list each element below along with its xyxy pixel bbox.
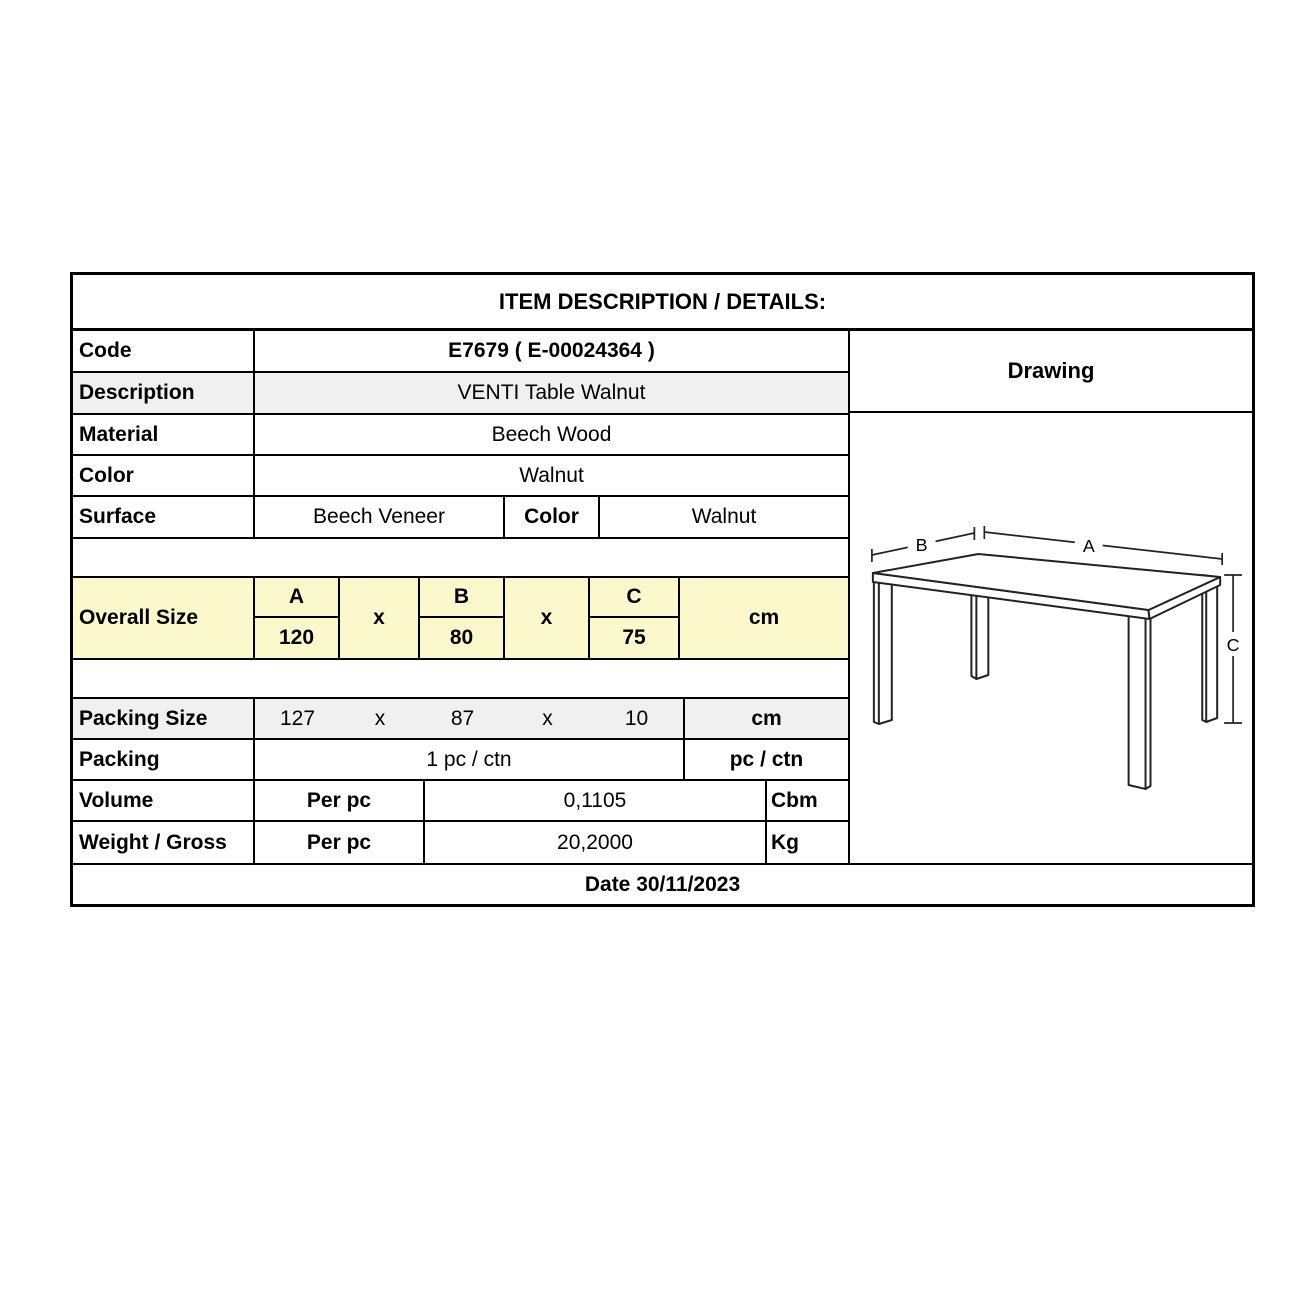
drawing-column — [850, 331, 1252, 863]
row-spacer-2 — [73, 660, 848, 699]
description-label: Description — [73, 373, 255, 413]
volume-label: Volume — [73, 781, 255, 820]
table-leg-back-right — [1202, 575, 1217, 722]
sheet-title: ITEM DESCRIPTION / DETAILS: — [73, 275, 1252, 331]
row-material — [73, 415, 848, 456]
dim-b-letter: B — [420, 578, 503, 618]
row-packing — [73, 740, 848, 781]
material-label: Material — [73, 415, 255, 454]
row-weight-gross — [73, 822, 848, 863]
dimension-label-c: C — [1226, 634, 1240, 656]
packing-size-label: Packing Size — [73, 699, 255, 738]
row-description — [73, 373, 848, 415]
packing-unit: pc / ctn — [683, 740, 848, 779]
drawing-header: Drawing — [850, 331, 1252, 413]
surface-color-value: Walnut — [691, 505, 757, 528]
description-value: VENTI Table Walnut — [457, 381, 646, 404]
row-overall-size — [73, 578, 848, 660]
row-spacer-1 — [73, 539, 848, 578]
weight-unit: Kg — [765, 822, 848, 863]
table-leg-front-left — [874, 573, 892, 724]
material-value: Beech Wood — [491, 422, 612, 446]
overall-size-dim-c — [590, 578, 680, 658]
row-packing-size — [73, 699, 848, 740]
packing-size-sep2: x — [542, 706, 553, 730]
overall-size-dim-a — [255, 578, 340, 658]
date-row: Date 30/11/2023 — [73, 863, 1252, 904]
color-label: Color — [73, 456, 255, 495]
sheet-body — [73, 331, 1252, 863]
packing-size-v3: 10 — [624, 706, 649, 730]
dim-a-value: 120 — [278, 626, 315, 649]
row-surface — [73, 497, 848, 539]
table-top — [873, 554, 1220, 619]
volume-basis: Per pc — [255, 781, 425, 820]
overall-size-dim-b — [420, 578, 505, 658]
dimension-label-a: A — [1082, 535, 1095, 557]
surface-label: Surface — [73, 497, 255, 537]
volume-unit: Cbm — [765, 781, 848, 820]
surface-value: Beech Veneer — [255, 497, 505, 537]
spec-columns — [73, 331, 850, 863]
code-label: Code — [73, 331, 255, 371]
volume-value: 0,1105 — [563, 788, 627, 812]
overall-size-label: Overall Size — [73, 578, 255, 658]
dim-c-letter: C — [590, 578, 678, 618]
overall-size-unit: cm — [748, 606, 780, 629]
row-code — [73, 331, 848, 373]
dimension-label-b: B — [915, 534, 928, 556]
overall-size-separator-2: x — [505, 578, 590, 658]
packing-value: 1 pc / ctn — [426, 747, 512, 771]
packing-size-values — [255, 699, 683, 738]
packing-label: Packing — [73, 740, 255, 779]
row-volume — [73, 781, 848, 822]
table-leg-front-right — [1129, 611, 1151, 789]
table-leg-back-left — [971, 591, 988, 679]
color-value: Walnut — [519, 463, 584, 487]
weight-basis: Per pc — [255, 822, 425, 863]
packing-size-v1: 127 — [279, 706, 316, 730]
weight-value: 20,2000 — [557, 830, 633, 854]
packing-size-unit: cm — [683, 699, 848, 738]
dim-c-value: 75 — [622, 626, 646, 649]
spec-sheet-table — [70, 272, 1255, 907]
code-value: E7679 ( E-00024364 ) — [448, 339, 655, 362]
dim-b-value: 80 — [449, 626, 474, 649]
overall-size-separator-1: x — [340, 578, 420, 658]
packing-size-sep1: x — [374, 706, 386, 730]
drawing-canvas — [850, 413, 1252, 863]
weight-label: Weight / Gross — [73, 822, 255, 863]
packing-size-v2: 87 — [450, 706, 475, 730]
dim-a-letter: A — [255, 578, 338, 618]
surface-color-label: Color — [505, 497, 600, 537]
table-sketch — [850, 413, 1252, 863]
row-color — [73, 456, 848, 497]
